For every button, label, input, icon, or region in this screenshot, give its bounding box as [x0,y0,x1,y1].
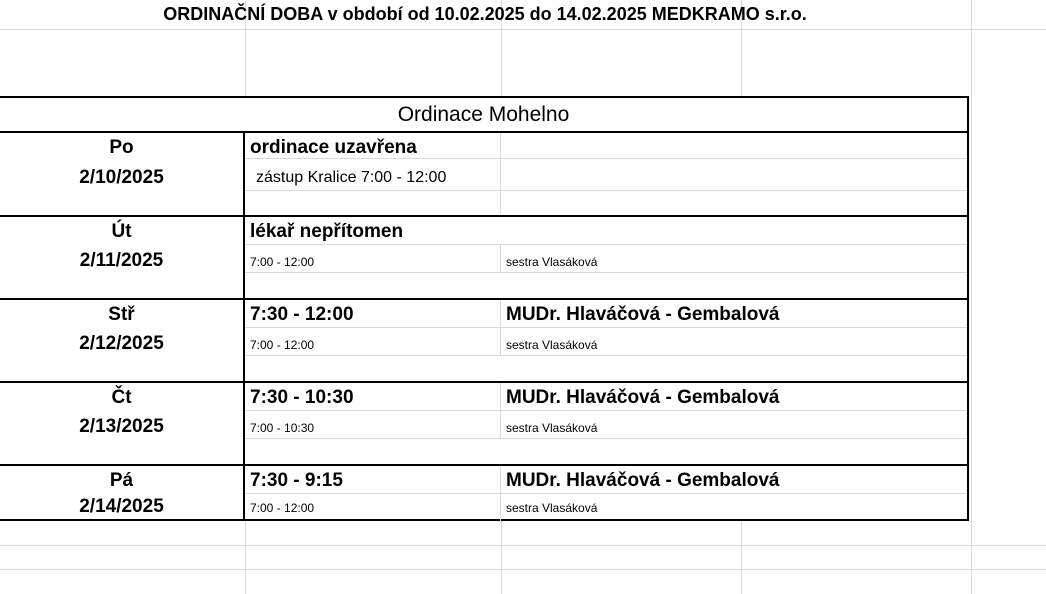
day-date: 2/13/2025 [79,416,164,437]
nurse-name: sestra Vlasáková [506,255,598,269]
nurse-hours: 7:00 - 10:30 [250,421,315,435]
sheet-gridline [0,29,1046,30]
doctor-name: MUDr. Hlaváčová - Gembalová [506,387,780,408]
status-text: ordinace uzavřena [250,137,417,158]
page-title: ORDINAČNÍ DOBA v období od 10.02.2025 do 14.02.2025 MEDKRAMO s.r.o. [163,4,807,24]
sheet-gridline [0,545,1046,546]
cell-gridline [245,438,967,439]
cell-gridline [245,244,967,245]
table-row [0,466,967,521]
day-date: 2/11/2025 [79,250,164,271]
substitute-text: zástup Kralice 7:00 - 12:00 [256,169,447,186]
day-name: Út [111,221,132,242]
day-name: Pá [109,470,134,491]
schedule-table [0,96,969,521]
doctor-hours: 7:30 - 10:30 [250,387,354,408]
table-heading: Ordinace Mohelno [0,98,967,133]
day-name: Čt [111,387,132,408]
table-row [0,133,967,217]
day-name: Stř [108,304,135,325]
cell-gridline [245,410,967,411]
doctor-name: MUDr. Hlaváčová - Gembalová [506,470,780,491]
cell-gridline [245,272,967,273]
table-row [0,217,967,300]
cell-gridline [245,355,967,356]
day-name: Po [109,137,134,158]
cell-gridline [500,244,501,272]
nurse-name: sestra Vlasáková [506,421,598,435]
doctor-hours: 7:30 - 12:00 [250,304,354,325]
doctor-name: MUDr. Hlaváčová - Gembalová [506,304,780,325]
day-date: 2/12/2025 [79,333,164,354]
table-row [0,383,967,466]
day-date: 2/14/2025 [79,496,164,517]
nurse-hours: 7:00 - 12:00 [250,255,315,269]
doctor-hours: 7:30 - 9:15 [250,470,343,491]
cell-gridline [500,133,501,215]
cell-gridline [245,493,967,494]
cell-gridline [245,327,967,328]
nurse-name: sestra Vlasáková [506,501,598,515]
cell-gridline [245,190,967,191]
table-row [0,300,967,383]
nurse-hours: 7:00 - 12:00 [250,338,315,352]
sheet-gridline [0,569,1046,570]
status-text: lékař nepřítomen [250,221,404,242]
day-date: 2/10/2025 [79,167,164,188]
sheet-gridline [971,0,972,594]
nurse-hours: 7:00 - 12:00 [250,501,315,515]
nurse-name: sestra Vlasáková [506,338,598,352]
